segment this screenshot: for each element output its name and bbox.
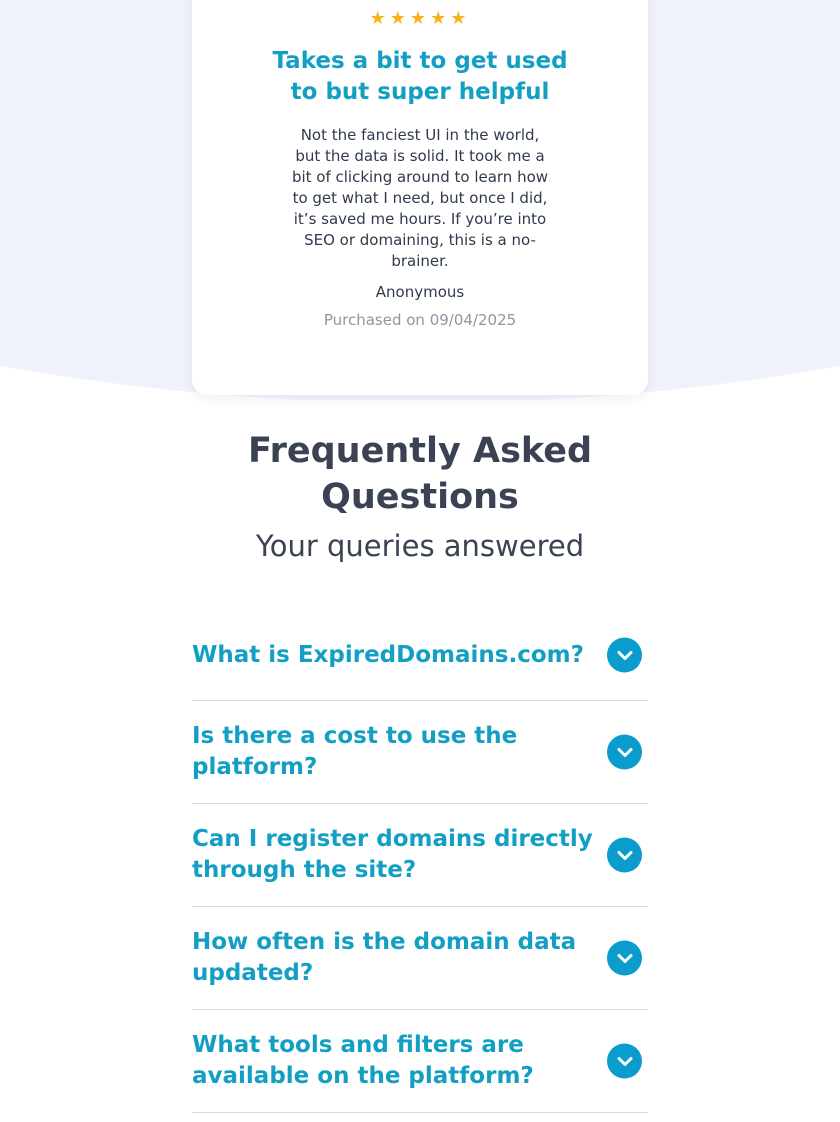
review-body: Not the fanciest UI in the world, but the data is solid. It took me a bit of clicking around to learn how to get what I need, but once I did, it’s saved me hours. If you’re into SEO or domaining, this is a no-brainer.	[291, 126, 549, 270]
chevron-down-icon	[615, 948, 635, 968]
review-author: Anonymous	[375, 283, 465, 301]
faq-title: Frequently Asked Questions	[247, 431, 593, 517]
faq-subtitle: Your queries answered	[255, 529, 585, 563]
faq-toggle-button[interactable]	[607, 638, 642, 673]
faq-item[interactable]	[192, 804, 648, 907]
faq-question: What tools and filters are available on the platform?	[192, 1032, 534, 1089]
faq-question: What is ExpiredDomains.com?	[192, 641, 584, 668]
faq-toggle-button[interactable]	[607, 941, 642, 976]
review-title: Takes a bit to get used to but super helpful	[272, 48, 568, 105]
faq-toggle-button[interactable]	[607, 838, 642, 873]
faq-item[interactable]	[192, 701, 648, 804]
faq-list	[192, 610, 648, 1113]
star-rating: ★★★★★	[369, 8, 471, 29]
faq-question: How often is the domain data updated?	[192, 929, 577, 986]
review-purchase-date: Purchased on 09/04/2025	[323, 311, 517, 329]
faq-question: Can I register domains directly through the site?	[192, 826, 593, 883]
faq-question: Is there a cost to use the platform?	[192, 723, 518, 780]
chevron-down-icon	[615, 845, 635, 865]
chevron-down-icon	[615, 742, 635, 762]
review-card	[192, 0, 648, 395]
faq-item[interactable]	[192, 610, 648, 701]
faq-item[interactable]	[192, 1010, 648, 1113]
chevron-down-icon	[615, 1051, 635, 1071]
chevron-down-icon	[615, 645, 635, 665]
faq-toggle-button[interactable]	[607, 1044, 642, 1079]
faq-item[interactable]	[192, 907, 648, 1010]
faq-toggle-button[interactable]	[607, 735, 642, 770]
